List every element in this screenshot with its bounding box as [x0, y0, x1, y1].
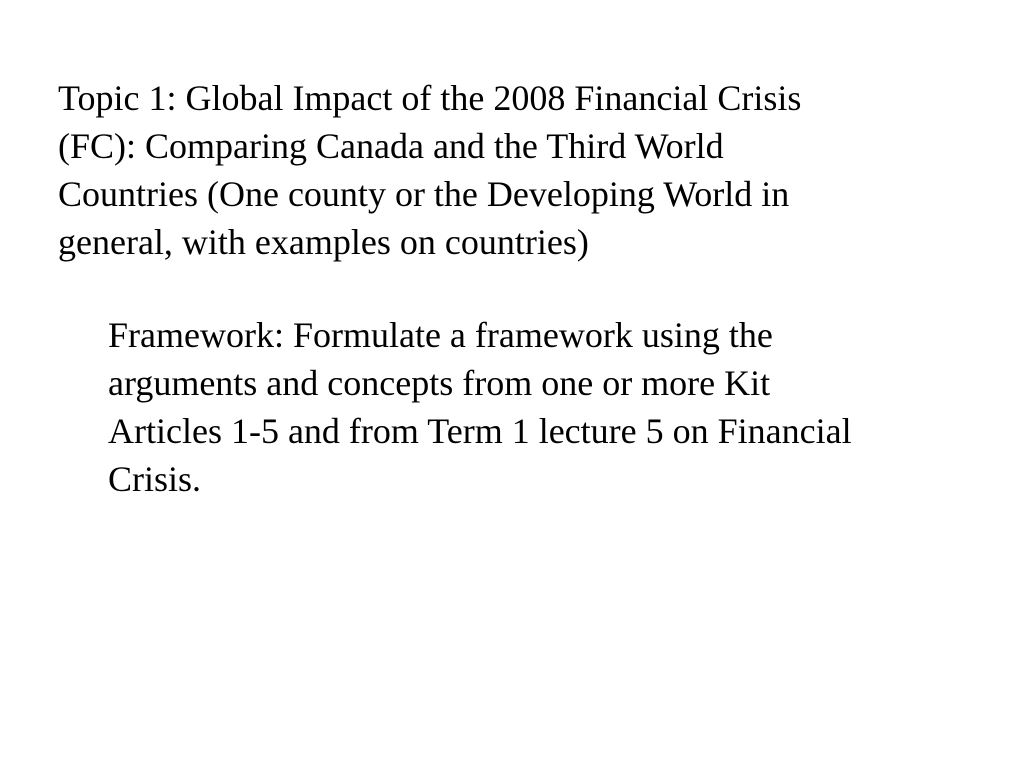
framework-line: Crisis.	[108, 459, 202, 499]
topic-line: Countries (One county or the Developing World in	[58, 174, 790, 214]
framework-line: Framework: Formulate a framework using the	[108, 315, 773, 355]
framework-line: Articles 1-5 and from Term 1 lecture 5 on Financial	[108, 411, 852, 451]
topic-line: (FC): Comparing Canada and the Third World	[58, 126, 724, 166]
topic-paragraph	[58, 74, 958, 266]
topic-line: general, with examples on countries)	[58, 222, 589, 262]
topic-line: Topic 1: Global Impact of the 2008 Financial Crisis	[58, 78, 802, 118]
framework-line: arguments and concepts from one or more Kit	[108, 363, 771, 403]
framework-paragraph	[108, 311, 988, 503]
